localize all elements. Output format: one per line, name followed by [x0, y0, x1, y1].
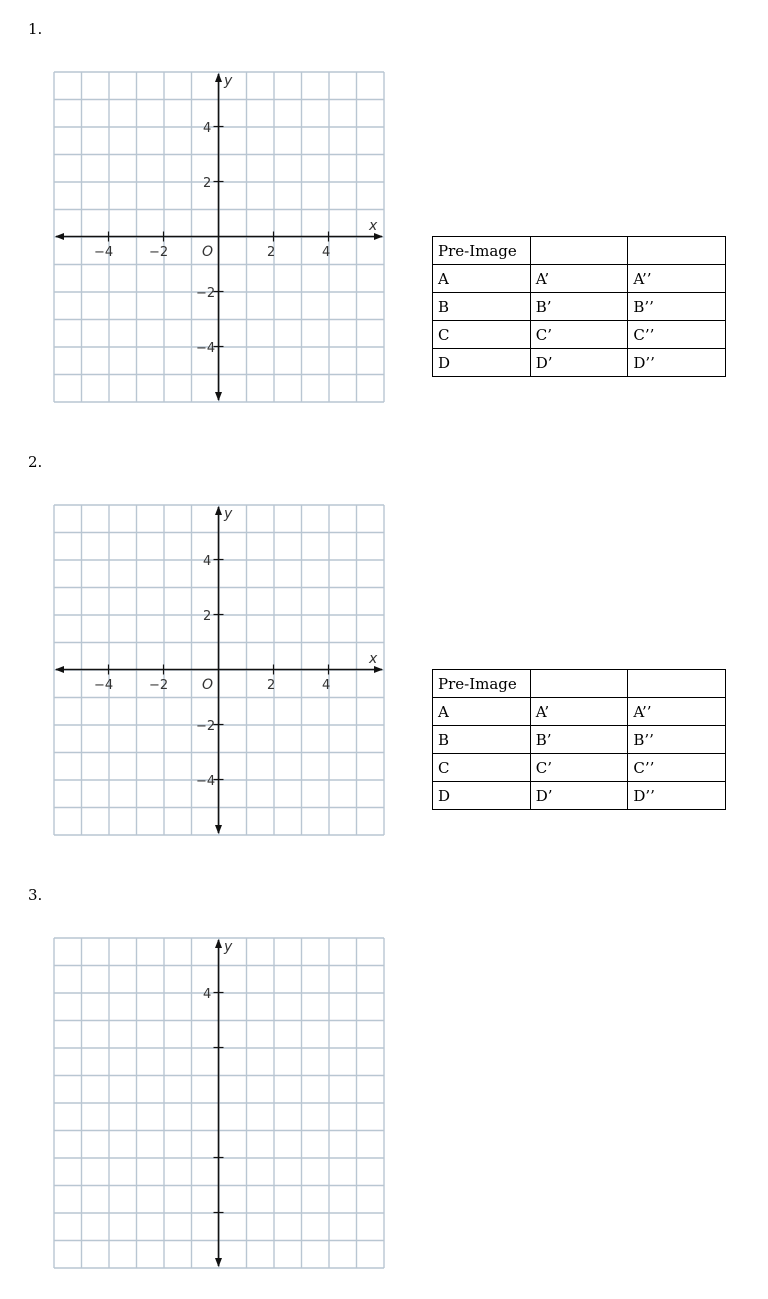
table-cell: A’’: [628, 698, 726, 726]
y-axis-arrow-down: [215, 825, 222, 834]
origin-label: O: [202, 244, 214, 260]
table-row: [433, 754, 726, 782]
table-cell: C’: [530, 754, 628, 782]
y-axis-label: y: [224, 506, 233, 522]
x-axis-arrow-left: [55, 666, 64, 673]
coordinate-table: [432, 669, 726, 810]
y-tick-label: 4: [203, 121, 212, 136]
table-cell: B: [433, 726, 531, 754]
x-axis-label: x: [369, 651, 378, 667]
y-tick-label: −4: [196, 774, 216, 789]
x-tick-label: −2: [149, 678, 169, 693]
table-cell: B: [433, 293, 531, 321]
problem-2: [0, 433, 768, 866]
x-tick-label: 2: [267, 245, 276, 260]
x-axis-arrow-right: [374, 233, 383, 240]
table-row: [433, 321, 726, 349]
y-tick-label: 4: [203, 554, 212, 569]
table-cell: A: [433, 265, 531, 293]
table-cell: C’: [530, 321, 628, 349]
table-cell: D’: [530, 782, 628, 810]
axes: [55, 73, 383, 401]
y-axis-arrow-up: [215, 939, 222, 948]
problem-number: 2.: [28, 453, 43, 471]
table-cell: C’’: [628, 754, 726, 782]
y-tick-label: 4: [203, 987, 212, 1002]
y-axis-arrow-down: [215, 1258, 222, 1267]
y-axis-label: y: [224, 73, 233, 89]
table-cell: [628, 670, 726, 698]
table-cell: B’’: [628, 293, 726, 321]
table-row: [433, 782, 726, 810]
problem-1: [0, 0, 768, 433]
y-axis-label: y: [224, 939, 233, 955]
axes: [55, 506, 383, 834]
y-tick-label: 2: [203, 176, 212, 191]
table-cell: A’: [530, 698, 628, 726]
coordinate-grid: [52, 936, 392, 1276]
problem-number: 3.: [28, 886, 43, 904]
table-header-row: [433, 237, 726, 265]
x-tick-label: −4: [94, 678, 114, 693]
x-tick-label: 4: [322, 678, 331, 693]
y-axis-arrow-down: [215, 392, 222, 401]
table-cell: D’’: [628, 782, 726, 810]
y-axis-arrow-up: [215, 506, 222, 515]
table-cell: [628, 237, 726, 265]
table-row: [433, 293, 726, 321]
y-tick-label: −2: [196, 286, 216, 301]
x-axis-arrow-right: [374, 666, 383, 673]
table-cell: B’’: [628, 726, 726, 754]
table-row: [433, 265, 726, 293]
table-cell: A’: [530, 265, 628, 293]
table-cell: [530, 237, 628, 265]
table-header-row: [433, 670, 726, 698]
table-row: [433, 349, 726, 377]
x-tick-label: −2: [149, 245, 169, 260]
y-tick-label: −4: [196, 341, 216, 356]
x-axis-label: x: [369, 218, 378, 234]
y-axis-arrow-up: [215, 73, 222, 82]
table-cell: A: [433, 698, 531, 726]
table-cell: D: [433, 349, 531, 377]
problem-number: 1.: [28, 20, 43, 38]
problem-3: [0, 866, 768, 1299]
table-cell: A’’: [628, 265, 726, 293]
y-tick-label: 2: [203, 609, 212, 624]
coordinate-grid: [52, 503, 392, 843]
table-row: [433, 726, 726, 754]
origin-label: O: [202, 677, 214, 693]
table-row: [433, 698, 726, 726]
table-cell: C: [433, 321, 531, 349]
table-cell: [530, 670, 628, 698]
table-cell: D: [433, 782, 531, 810]
coordinate-grid: [52, 70, 392, 410]
y-tick-label: −2: [196, 719, 216, 734]
table-cell: C: [433, 754, 531, 782]
table-cell: B’: [530, 726, 628, 754]
x-tick-label: 4: [322, 245, 331, 260]
x-axis-arrow-left: [55, 233, 64, 240]
table-cell: Pre-Image: [433, 237, 531, 265]
table-cell: C’’: [628, 321, 726, 349]
x-tick-label: 2: [267, 678, 276, 693]
x-tick-label: −4: [94, 245, 114, 260]
table-cell: B’: [530, 293, 628, 321]
coordinate-table: [432, 236, 726, 377]
table-cell: D’’: [628, 349, 726, 377]
table-cell: D’: [530, 349, 628, 377]
table-cell: Pre-Image: [433, 670, 531, 698]
